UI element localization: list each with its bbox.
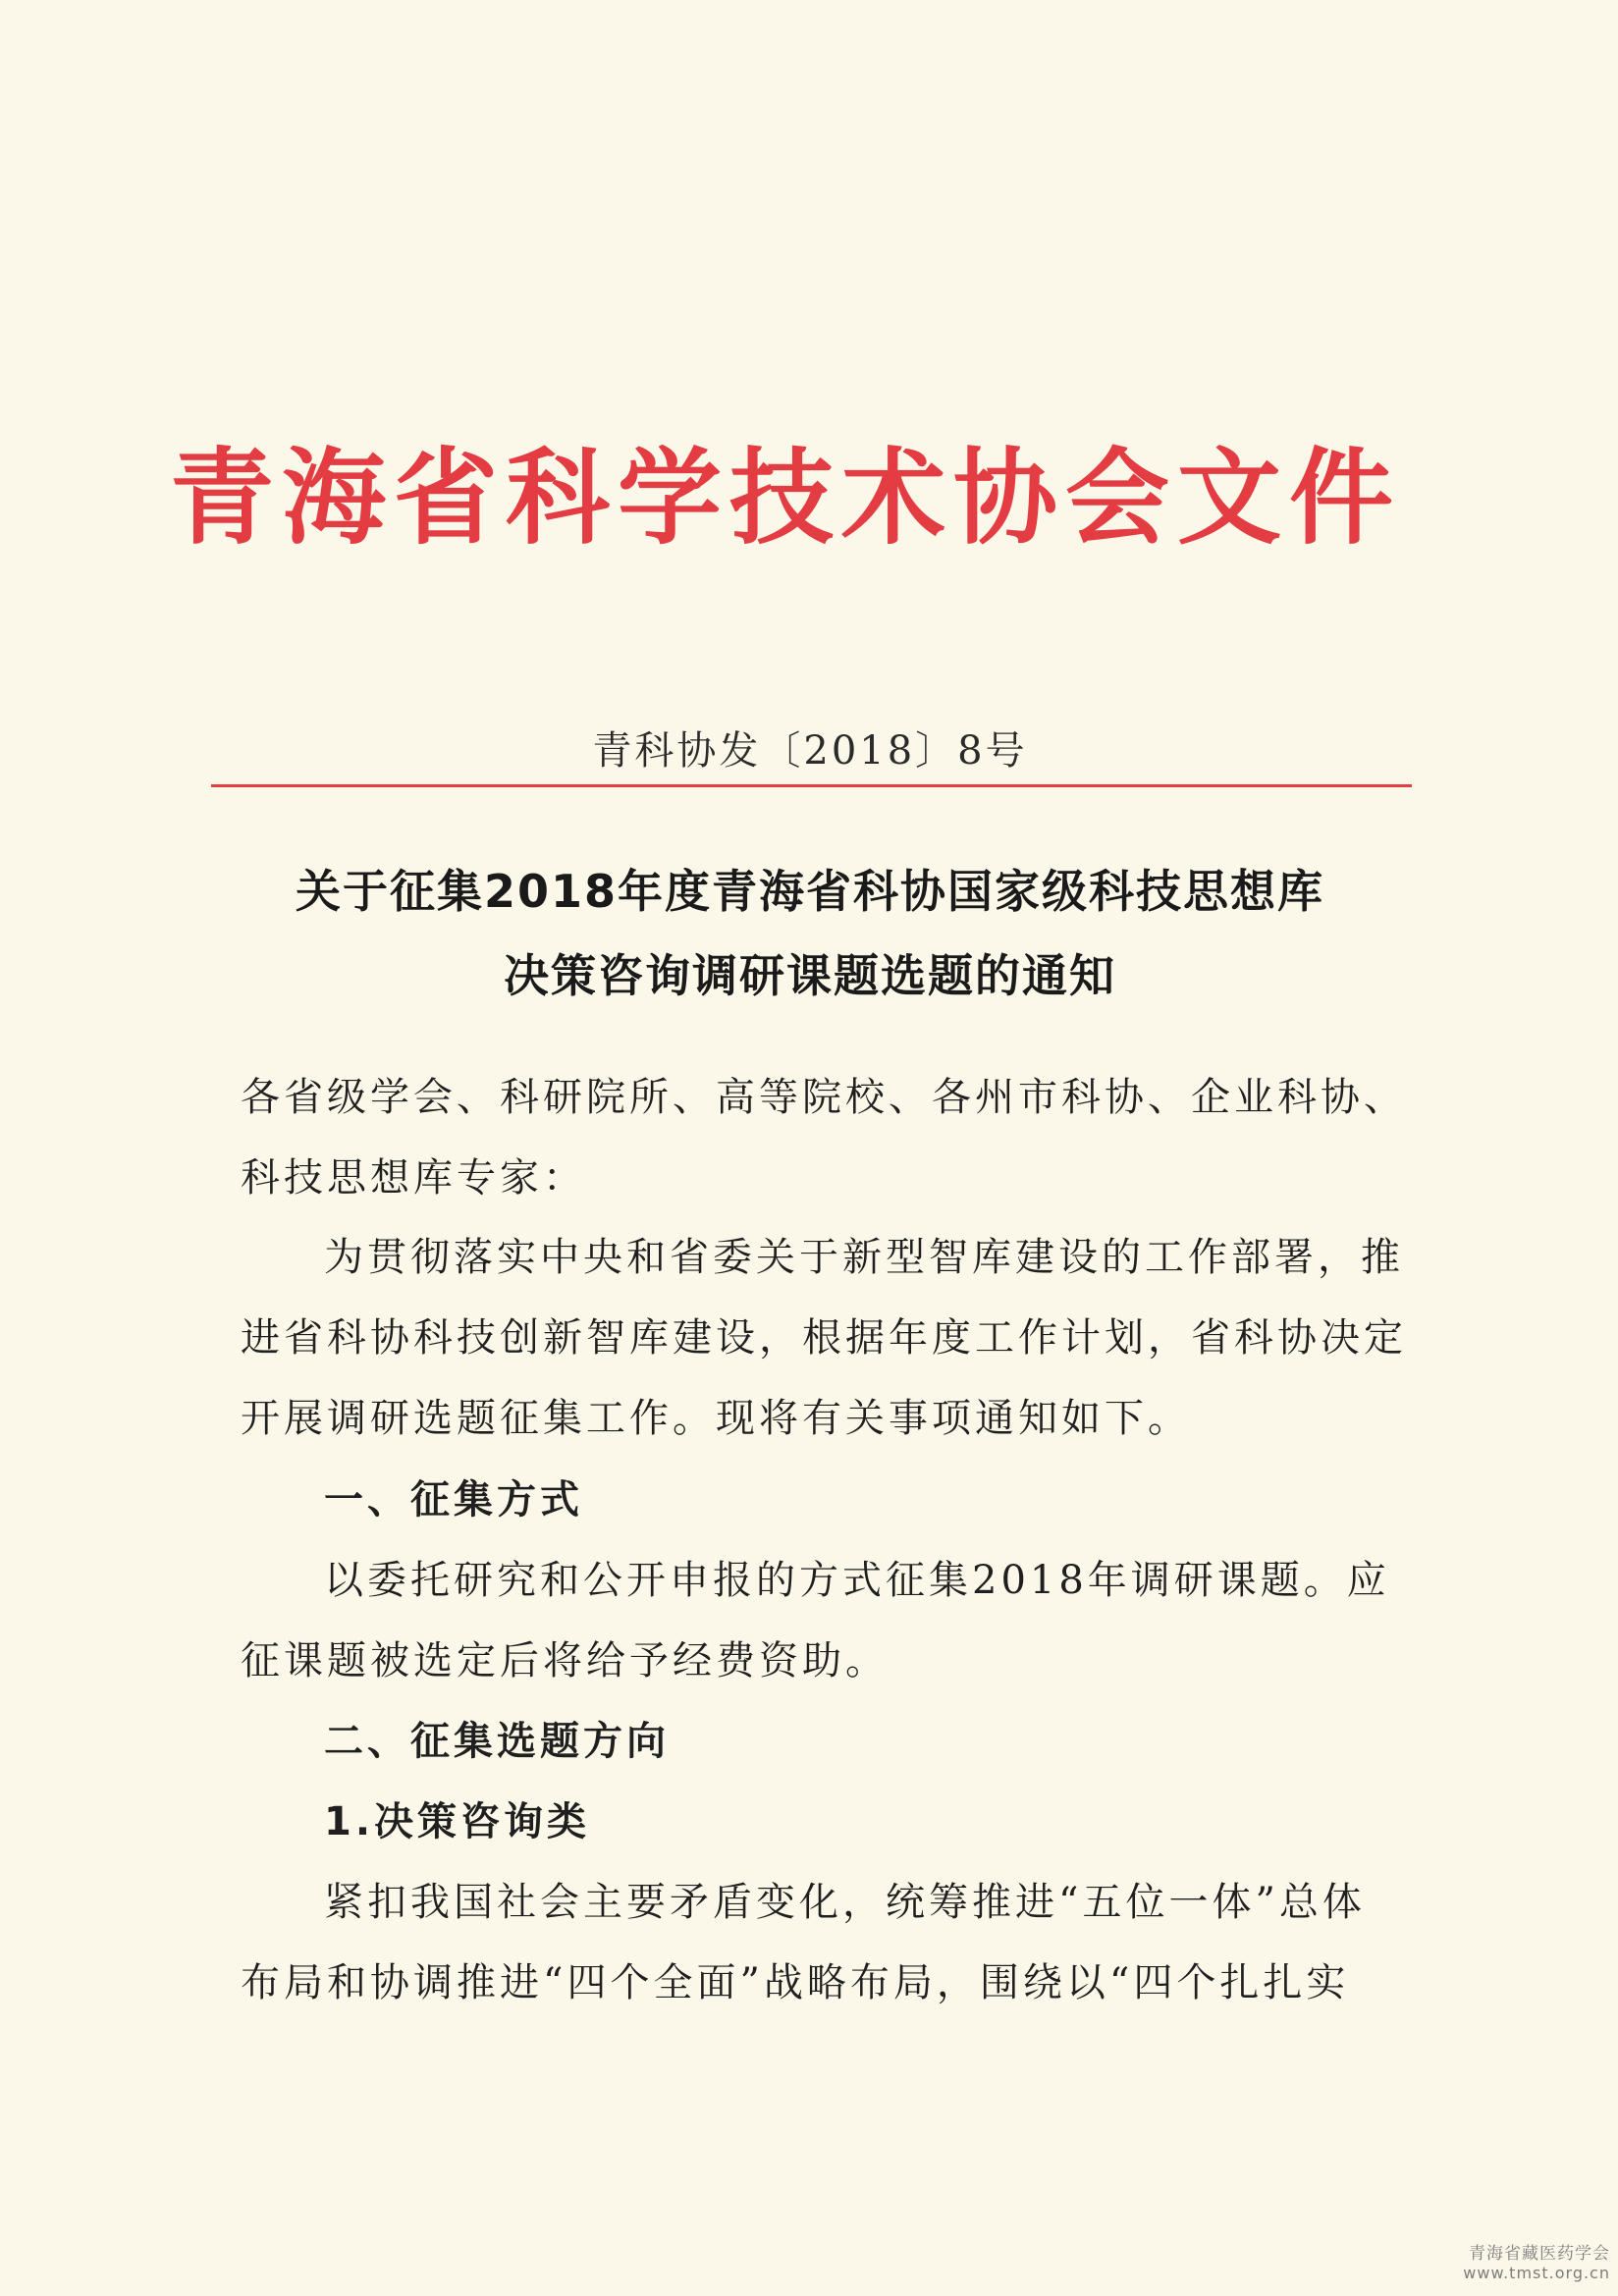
watermark-org-name: 青海省藏医药学会 <box>1469 2244 1610 2265</box>
section-1-line-2: 征课题被选定后将给予经费资助。 <box>241 1638 889 1683</box>
section-2-heading: 二、征集选题方向 <box>324 1719 670 1764</box>
watermark-url: www.tmst.org.cn <box>1463 2263 1610 2282</box>
intro-line-1: 为贯彻落实中央和省委关于新型智库建设的工作部署，推 <box>324 1235 1404 1280</box>
notice-title-line-2: 决策咨询调研课题选题的通知 <box>504 949 1116 1002</box>
notice-title-line-1: 关于征集2018年度青海省科协国家级科技思想库 <box>295 865 1325 918</box>
watermark-footer <box>1463 2245 1610 2282</box>
section-1-heading: 一、征集方式 <box>324 1477 583 1522</box>
section-1-line-1: 以委托研究和公开申报的方式征集2018年调研课题。应 <box>324 1558 1390 1603</box>
addressee-line-1: 各省级学会、科研院所、高等院校、各州市科协、企业科协、 <box>241 1075 1407 1120</box>
intro-line-3: 开展调研选题征集工作。现将有关事项通知如下。 <box>241 1396 1191 1441</box>
intro-line-2: 进省科协科技创新智库建设，根据年度工作计划，省科协决定 <box>241 1315 1407 1361</box>
subsection-1-line-1: 紧扣我国社会主要矛盾变化，统筹推进“五位一体”总体 <box>324 1880 1366 1925</box>
addressee-line-2: 科技思想库专家： <box>241 1155 586 1201</box>
red-divider-line <box>211 784 1412 787</box>
masthead-title: 青海省科学技术协会文件 <box>170 438 1401 559</box>
subsection-1-line-2: 布局和协调推进“四个全面”战略布局，围绕以“四个扎扎实 <box>241 1960 1350 2005</box>
subsection-1-heading: 1.决策咨询类 <box>324 1799 591 1844</box>
document-number: 青科协发〔2018〕8号 <box>592 728 1028 774</box>
